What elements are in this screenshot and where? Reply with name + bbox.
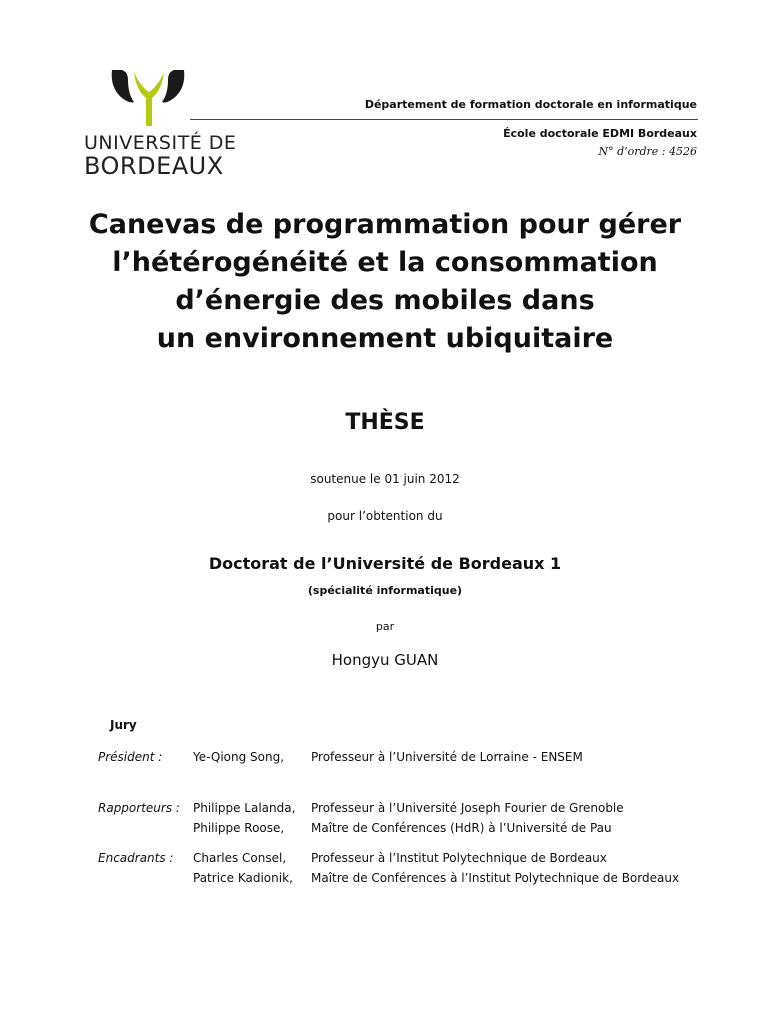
defense-date: soutenue le 01 juin 2012: [310, 472, 460, 486]
department-label: Département de formation doctorale en informatique: [364, 98, 697, 111]
jury-member-title: Maître de Conférences à l’Institut Polytechnique de Bordeaux: [311, 871, 680, 885]
title-line: un environnement ubiquitaire: [156, 323, 614, 354]
jury-member-title: Professeur à l’Université de Lorraine - ENSEM: [311, 750, 583, 764]
degree-title: Doctorat de l’Université de Bordeaux 1: [208, 554, 562, 573]
logo-text-line1: UNIVERSITÉ DE: [84, 132, 237, 154]
jury-role-encadrants: Encadrants :: [98, 851, 174, 865]
title-line: Canevas de programmation pour gérer: [88, 209, 682, 240]
title-line: d’énergie des mobiles dans: [175, 285, 595, 316]
ordre-number: N° d’ordre : 4526: [598, 145, 697, 158]
jury-role-president: Président :: [98, 750, 163, 764]
jury-member-title: Professeur à l’Institut Polytechnique de Bordeaux: [311, 851, 607, 865]
speciality-label: (spécialité informatique): [307, 584, 463, 597]
header-rule: [190, 119, 698, 120]
jury-member-name: Ye-Qiong Song,: [193, 750, 285, 764]
jury-member-name: Philippe Roose,: [193, 821, 285, 835]
author-name: Hongyu GUAN: [331, 651, 439, 669]
obtention-text: pour l’obtention du: [327, 509, 443, 523]
jury-heading: Jury: [110, 718, 137, 732]
university-logo: [84, 68, 237, 180]
title-line: l’hétérogénéité et la consommation: [112, 247, 658, 278]
ecole-label: École doctorale EDMI Bordeaux: [503, 127, 697, 140]
jury-member-name: Patrice Kadionik,: [193, 871, 293, 885]
logo-text-line2: BORDEAUX: [84, 152, 224, 180]
jury-role-rapporteurs: Rapporteurs :: [98, 801, 180, 815]
these-heading: THÈSE: [345, 410, 425, 435]
par-text: par: [375, 620, 395, 633]
thesis-title: [0, 206, 770, 358]
universite-bordeaux-logo-icon: [108, 68, 188, 128]
jury-member-name: Charles Consel,: [193, 851, 287, 865]
jury-member-name: Philippe Lalanda,: [193, 801, 296, 815]
jury-member-title: Professeur à l’Université Joseph Fourier de Grenoble: [311, 801, 624, 815]
jury-member-title: Maître de Conférences (HdR) à l’Université de Pau: [311, 821, 612, 835]
